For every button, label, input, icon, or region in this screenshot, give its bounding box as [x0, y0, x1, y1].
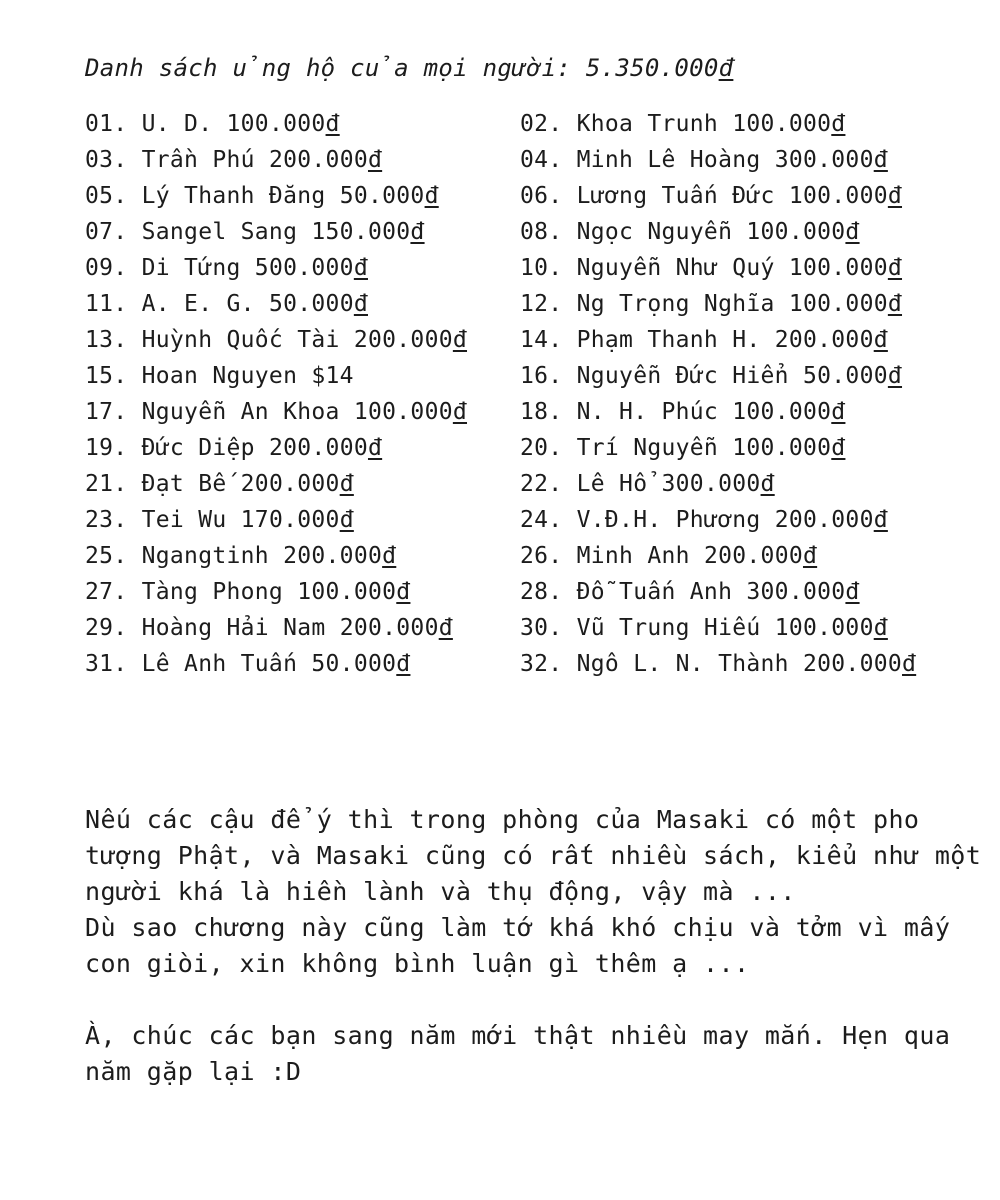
entry-name: Ngangtinh [141, 543, 269, 569]
dong-currency-symbol: đ [760, 471, 775, 497]
entry-amount: 200.000 [802, 651, 903, 677]
text-line: À, chúc các bạn sang năm mới thật nhiều may mắn. Hẹn qua [85, 1021, 951, 1050]
entry-name: Đỗ Tuấn Anh [576, 579, 733, 605]
list-item [85, 322, 520, 358]
dong-currency-symbol: đ [845, 579, 860, 605]
entry-name: Nguyễn An Khoa [141, 399, 340, 425]
entry-amount: 200.000 [283, 543, 383, 569]
entry-number: 17. [85, 399, 128, 425]
entry-number: 22. [520, 471, 563, 497]
entry-amount: 100.000 [732, 435, 832, 461]
entry-name: A. E. G. [141, 291, 255, 317]
list-item [85, 286, 520, 322]
entry-name: Nguyễn Như Quý [576, 255, 775, 281]
entry-name: Lê Anh Tuấn [141, 651, 298, 677]
entry-name: Minh Anh [576, 543, 690, 569]
list-item [85, 394, 520, 430]
entry-number: 32. [520, 651, 563, 677]
entry-name: Nguyễn Đức Hiển [576, 363, 789, 389]
dong-currency-symbol: đ [339, 507, 354, 533]
entry-number: 30. [520, 615, 563, 641]
entry-number: 29. [85, 615, 128, 641]
entry-amount: 100.000 [746, 219, 846, 245]
list-item [85, 646, 520, 682]
entry-amount: 200.000 [240, 471, 340, 497]
dong-currency-symbol: đ [831, 435, 846, 461]
text-line: người khá là hiền lành và thụ động, vậy mà ... [85, 877, 796, 906]
list-item [85, 610, 520, 646]
entry-name: Đức Diệp [141, 435, 255, 461]
dong-currency-symbol: đ [382, 543, 397, 569]
entry-name: Trí Nguyễn [576, 435, 719, 461]
entry-name: Di Tứng [141, 255, 241, 281]
list-item [85, 502, 520, 538]
list-item [520, 574, 916, 610]
entry-amount: 100.000 [297, 579, 397, 605]
entry-amount: 50.000 [802, 363, 888, 389]
entry-amount: 200.000 [774, 327, 874, 353]
list-item [85, 430, 520, 466]
dong-currency-symbol: đ [887, 255, 903, 281]
entry-number: 11. [85, 291, 128, 317]
entry-name: Hoàng Hải Nam [141, 615, 326, 641]
entry-name: Tàng Phong [141, 579, 284, 605]
paragraph [85, 802, 982, 910]
list-item [85, 178, 520, 214]
list-item [520, 610, 916, 646]
list-item [85, 574, 520, 610]
list-item [520, 178, 916, 214]
entry-number: 31. [85, 651, 128, 677]
list-item [520, 214, 916, 250]
dong-currency-symbol: đ [873, 147, 888, 173]
entry-number: 20. [520, 435, 563, 461]
list-item [520, 250, 916, 286]
dong-currency-symbol: đ [831, 111, 846, 137]
entry-number: 06. [520, 183, 563, 209]
entry-name: Huỳnh Quốc Tài [141, 327, 340, 353]
dong-currency-symbol: đ [353, 255, 368, 281]
entry-name: U. D. [141, 111, 213, 137]
entry-amount: 200.000 [703, 543, 803, 569]
entry-name: Phạm Thanh H. [576, 327, 761, 353]
list-item [520, 286, 916, 322]
entry-name: Lý Thanh Đăng [141, 183, 326, 209]
entry-number: 04. [520, 147, 563, 173]
entry-amount: 100.000 [226, 111, 326, 137]
dong-currency-symbol: đ [325, 111, 340, 137]
dong-currency-symbol: đ [353, 291, 368, 317]
entry-name: N. H. Phúc [576, 399, 719, 425]
list-item [85, 358, 520, 394]
entry-number: 13. [85, 327, 128, 353]
entry-number: 15. [85, 363, 128, 389]
dong-currency-symbol: đ [873, 327, 888, 353]
entry-amount: 100.000 [788, 183, 888, 209]
entry-number: 12. [520, 291, 563, 317]
entry-amount: $14 [311, 363, 354, 389]
list-item [85, 214, 520, 250]
paragraph [85, 1018, 970, 1090]
list-item [520, 430, 916, 466]
list-item [520, 466, 916, 502]
entry-amount: 170.000 [240, 507, 340, 533]
dong-currency-symbol: đ [902, 651, 917, 677]
dong-currency-symbol: đ [873, 507, 888, 533]
entry-number: 16. [520, 363, 563, 389]
entry-amount: 500.000 [254, 255, 354, 281]
dong-currency-symbol: đ [802, 543, 818, 569]
entry-number: 09. [85, 255, 128, 281]
text-line: tượng Phật, và Masaki cũng có rất nhiều sách, kiểu như một [85, 841, 982, 870]
dong-currency-symbol: đ [845, 219, 860, 245]
entry-amount: 100.000 [788, 255, 888, 281]
text-line: Nếu các cậu để ý thì trong phòng của Masaki có một pho [85, 805, 920, 834]
entry-amount: 200.000 [268, 147, 368, 173]
entry-name: Lê Hổ [576, 471, 648, 497]
list-item [520, 358, 916, 394]
entry-number: 24. [520, 507, 563, 533]
entry-number: 05. [85, 183, 128, 209]
dong-currency-symbol: đ [424, 183, 439, 209]
list-item [520, 502, 916, 538]
paragraph [85, 910, 970, 982]
dong-currency-symbol: đ [339, 471, 354, 497]
entry-name: Ng Trọng Nghĩa [576, 291, 775, 317]
entry-number: 08. [520, 219, 563, 245]
entry-amount: 200.000 [268, 435, 368, 461]
dong-currency-symbol: đ [396, 651, 411, 677]
dong-currency-symbol: đ [396, 579, 411, 605]
commentary-section [85, 802, 982, 1090]
list-item [520, 106, 916, 142]
entry-number: 10. [520, 255, 563, 281]
page-title-text: Danh sách ủng hộ của mọi người: 5.350.000 [85, 54, 719, 82]
list-item [85, 142, 520, 178]
entry-amount: 50.000 [339, 183, 425, 209]
entry-name: Ngọc Nguyễn [576, 219, 733, 245]
list-item [520, 142, 916, 178]
entry-number: 18. [520, 399, 563, 425]
text-line: Dù sao chương này cũng làm tớ khá khó chịu và tởm vì mấy [85, 913, 951, 942]
entry-number: 03. [85, 147, 128, 173]
text-line: năm gặp lại :D [85, 1057, 302, 1086]
entry-number: 27. [85, 579, 128, 605]
list-item [520, 538, 916, 574]
dong-currency-symbol: đ [452, 327, 468, 353]
donation-list-column-left [85, 106, 520, 682]
entry-amount: 50.000 [268, 291, 354, 317]
dong-currency-symbol: đ [873, 615, 888, 641]
list-item [85, 250, 520, 286]
entry-amount: 100.000 [788, 291, 888, 317]
entry-name: Lương Tuấn Đức [576, 183, 775, 209]
entry-name: Trần Phú [141, 147, 255, 173]
list-item [520, 322, 916, 358]
donation-list [85, 106, 970, 682]
list-item [520, 646, 916, 682]
dong-currency-symbol: đ [887, 291, 903, 317]
entry-name: Tei Wu [141, 507, 227, 533]
entry-number: 19. [85, 435, 128, 461]
list-item [85, 466, 520, 502]
entry-number: 23. [85, 507, 128, 533]
dong-currency-symbol: đ [452, 399, 468, 425]
entry-number: 25. [85, 543, 128, 569]
dong-currency-symbol: đ [831, 399, 846, 425]
entry-name: Vũ Trung Hiếu [576, 615, 761, 641]
entry-name: Hoan Nguyen [141, 363, 298, 389]
entry-amount: 200.000 [339, 615, 439, 641]
dong-currency-symbol: đ [410, 219, 425, 245]
entry-name: Sangel Sang [141, 219, 298, 245]
entry-name: Đạt Bế [141, 471, 227, 497]
page-title [85, 50, 970, 86]
list-item [85, 538, 520, 574]
entry-name: Ngô L. N. Thành [576, 651, 789, 677]
donation-list-column-right [520, 106, 916, 682]
entry-number: 21. [85, 471, 128, 497]
entry-number: 26. [520, 543, 563, 569]
entry-name: V.Đ.H. Phương [576, 507, 761, 533]
entry-amount: 300.000 [746, 579, 846, 605]
text-line: con giòi, xin không bình luận gì thêm ạ ... [85, 949, 750, 978]
entry-amount: 50.000 [311, 651, 397, 677]
entry-number: 28. [520, 579, 563, 605]
dong-currency-symbol: đ [887, 363, 903, 389]
entry-amount: 300.000 [661, 471, 761, 497]
entry-amount: 200.000 [353, 327, 453, 353]
entry-amount: 100.000 [732, 399, 832, 425]
entry-amount: 100.000 [353, 399, 453, 425]
entry-number: 02. [520, 111, 563, 137]
entry-name: Minh Lê Hoàng [576, 147, 761, 173]
entry-number: 07. [85, 219, 128, 245]
entry-amount: 150.000 [311, 219, 411, 245]
dong-currency-symbol: đ [718, 54, 734, 82]
entry-amount: 200.000 [774, 507, 874, 533]
entry-amount: 300.000 [774, 147, 874, 173]
entry-number: 14. [520, 327, 563, 353]
dong-currency-symbol: đ [367, 435, 383, 461]
entry-amount: 100.000 [732, 111, 832, 137]
entry-number: 01. [85, 111, 128, 137]
dong-currency-symbol: đ [887, 183, 903, 209]
dong-currency-symbol: đ [367, 147, 383, 173]
entry-amount: 100.000 [774, 615, 874, 641]
entry-name: Khoa Trunh [576, 111, 719, 137]
list-item [85, 106, 520, 142]
list-item [520, 394, 916, 430]
dong-currency-symbol: đ [438, 615, 453, 641]
